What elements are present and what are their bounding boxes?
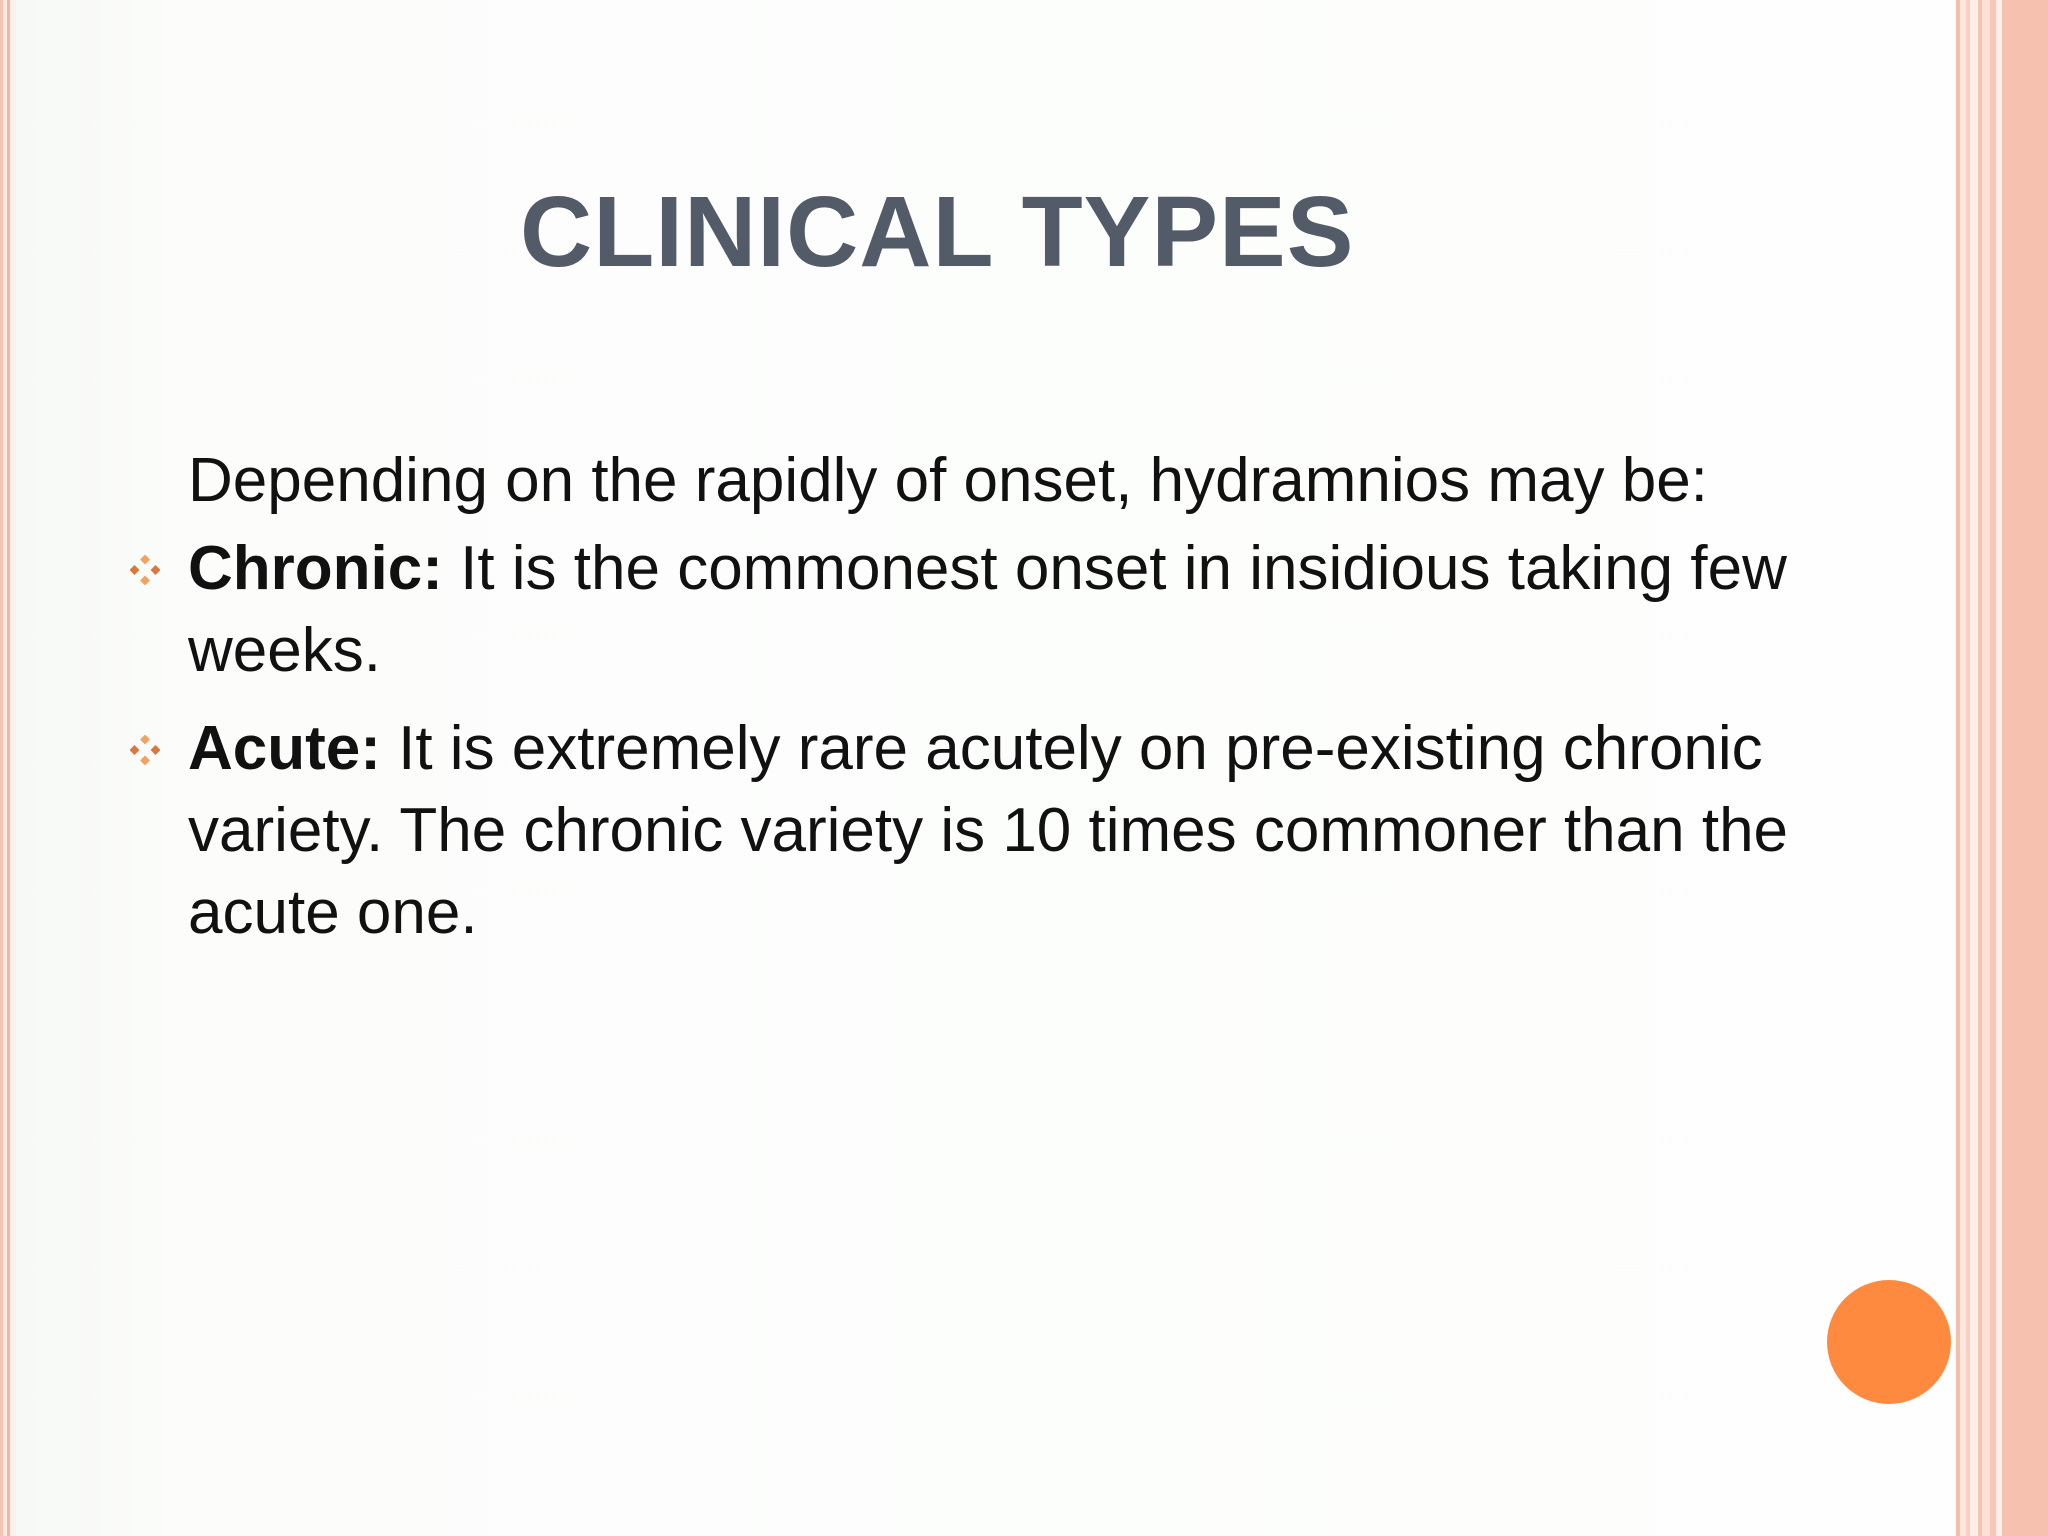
left-border-decoration (0, 0, 16, 1536)
intro-paragraph: Depending on the rapidly of onset, hydramnios may be: (188, 446, 1708, 515)
slide-body (118, 440, 1818, 970)
description-acute: It is extremely rare acutely on pre-existing chronic variety. The chronic variety is 10 times commoner than the acute one. (188, 714, 1789, 947)
four-diamond-bullet-icon (130, 735, 160, 765)
orange-circle-decoration (1827, 1280, 1951, 1404)
four-diamond-bullet-icon (130, 555, 160, 585)
term-chronic: Chronic: (188, 534, 443, 603)
term-acute: Acute: (188, 714, 381, 783)
slide-title: CLINICAL TYPES (520, 176, 1355, 288)
list-item-acute (118, 708, 1818, 954)
list-item-chronic (118, 528, 1818, 692)
right-border-decoration (1956, 0, 2048, 1536)
description-chronic: It is the commonest onset in insidious taking few weeks. (188, 534, 1787, 685)
